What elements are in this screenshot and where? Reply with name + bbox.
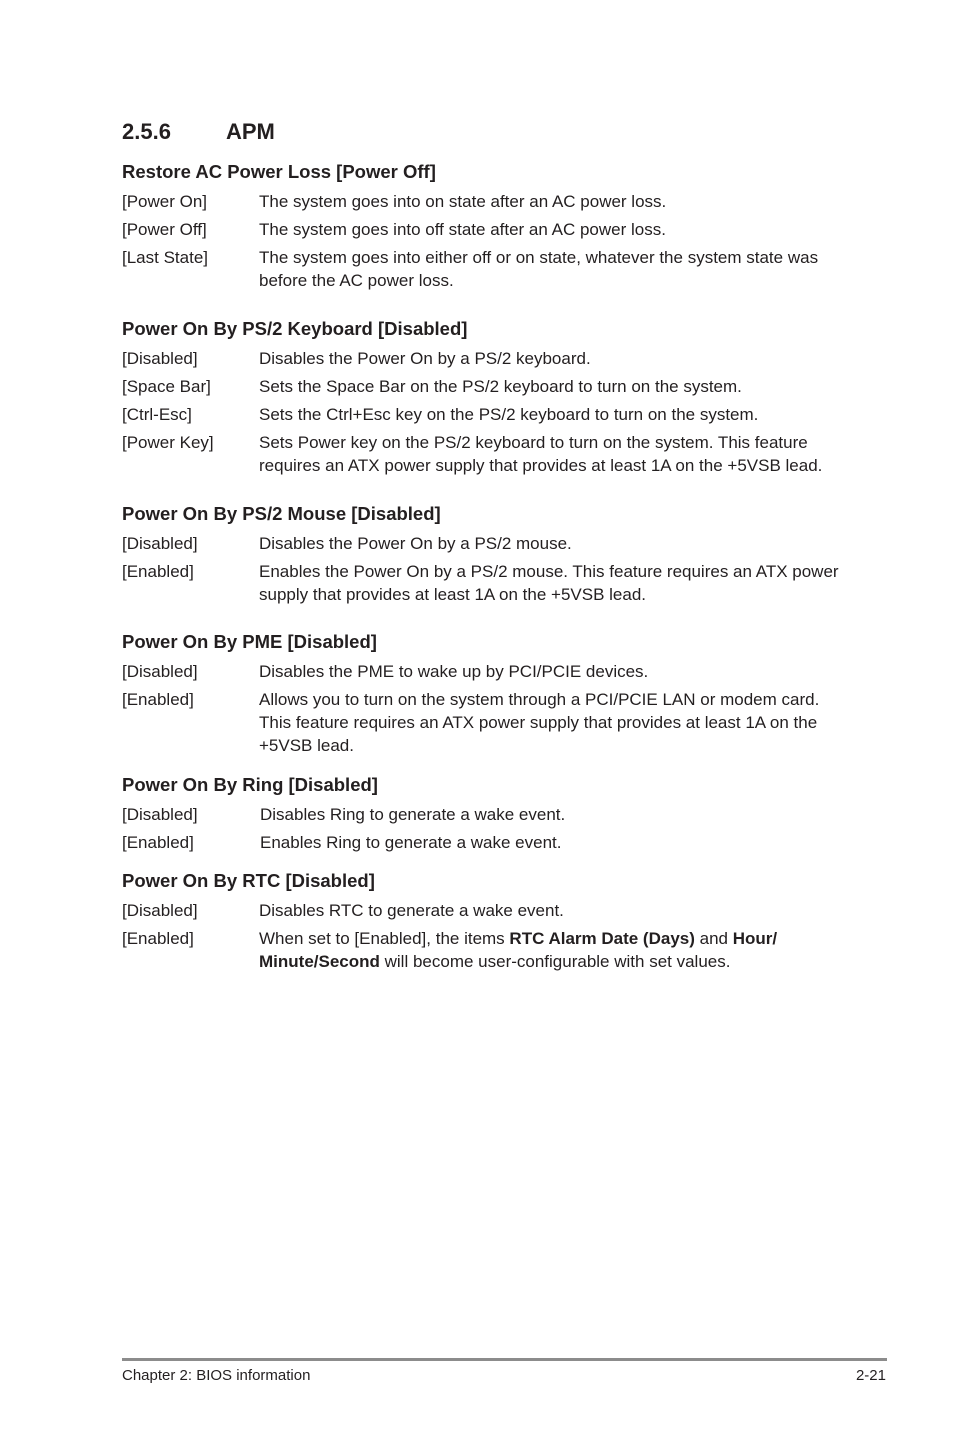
setting-power-on-ring: [122, 773, 842, 859]
setting-title: Power On By PS/2 Mouse [Disabled]: [122, 503, 441, 524]
option-row: [122, 403, 842, 426]
option-description: Disables RTC to generate a wake event.: [259, 901, 564, 920]
option-row: [122, 190, 842, 213]
option-row: [122, 431, 842, 477]
section-heading: [122, 119, 275, 145]
desc-text: will become user-configurable with set values.: [379, 952, 731, 971]
desc-bold-item: Hour/ Minute/Second: [259, 929, 778, 971]
option-description: Disables the Power On by a PS/2 keyboard.: [259, 349, 591, 368]
footer-chapter: Chapter 2: BIOS information: [122, 1367, 311, 1384]
option-row: [122, 347, 842, 370]
footer-page-number: 2-21: [855, 1367, 886, 1384]
option-row: [122, 375, 842, 398]
option-row: [122, 899, 842, 922]
option-key: [Enabled]: [122, 833, 194, 852]
option-description: The system goes into off state after an AC power loss.: [259, 220, 666, 239]
setting-power-on-rtc: [122, 869, 842, 978]
option-key: [Disabled]: [122, 805, 198, 824]
option-description: Disables the PME to wake up by PCI/PCIE devices.: [259, 662, 649, 681]
option-key: [Power Off]: [122, 220, 207, 239]
option-row: [122, 831, 842, 854]
option-row: [122, 218, 842, 241]
option-row: [122, 246, 842, 292]
option-row: [122, 560, 842, 606]
option-description: Disables Ring to generate a wake event.: [260, 805, 566, 824]
option-key: [Disabled]: [122, 534, 198, 553]
desc-text: When set to [Enabled], the items: [259, 929, 510, 948]
section-number: 2.5.6: [122, 119, 171, 144]
option-key: [Last State]: [122, 248, 208, 267]
desc-bold-item: RTC Alarm Date (Days): [509, 929, 695, 948]
setting-title: Power On By Ring [Disabled]: [122, 774, 378, 795]
option-row: [122, 660, 842, 683]
option-description: The system goes into on state after an AC power loss.: [259, 192, 667, 211]
option-key: [Enabled]: [122, 562, 194, 581]
option-row: [122, 803, 842, 826]
option-description: The system goes into either off or on state, whatever the system state was before the AC power loss.: [259, 248, 819, 290]
option-row: [122, 688, 842, 757]
option-key: [Disabled]: [122, 349, 198, 368]
setting-power-on-ps2-mouse: [122, 502, 842, 611]
option-description: Enables the Power On by a PS/2 mouse. This feature requires an ATX power supply that provides at least 1A on the +5VSB lead.: [259, 562, 839, 604]
option-key: [Power On]: [122, 192, 208, 211]
option-description: Allows you to turn on the system through a PCI/PCIE LAN or modem card. This feature requires an ATX power supply that provides at least 1A on the +5VSB lead.: [259, 690, 820, 755]
option-description: Disables the Power On by a PS/2 mouse.: [259, 534, 572, 553]
option-description: Sets the Ctrl+Esc key on the PS/2 keyboard to turn on the system.: [259, 405, 759, 424]
setting-power-on-ps2-keyboard: [122, 317, 842, 482]
option-description: Sets the Space Bar on the PS/2 keyboard to turn on the system.: [259, 377, 742, 396]
section-title: APM: [226, 119, 275, 144]
option-key: [Enabled]: [122, 929, 194, 948]
footer-divider: [122, 1358, 887, 1361]
option-key: [Disabled]: [122, 901, 198, 920]
option-key: [Power Key]: [122, 433, 214, 452]
option-description: [259, 927, 842, 973]
option-key: [Space Bar]: [122, 377, 211, 396]
desc-text: and: [694, 929, 733, 948]
option-row: [122, 927, 842, 973]
setting-power-on-pme: [122, 630, 842, 762]
option-key: [Disabled]: [122, 662, 198, 681]
option-description: Sets Power key on the PS/2 keyboard to turn on the system. This feature requires an ATX power supply that provides at least 1A on the +5VSB lead.: [259, 433, 823, 475]
option-description: Enables Ring to generate a wake event.: [260, 833, 562, 852]
setting-title: Restore AC Power Loss [Power Off]: [122, 161, 436, 182]
option-row: [122, 532, 842, 555]
option-key: [Ctrl-Esc]: [122, 405, 192, 424]
setting-title: Power On By RTC [Disabled]: [122, 870, 375, 891]
setting-title: Power On By PME [Disabled]: [122, 631, 377, 652]
setting-restore-ac-power-loss: [122, 160, 842, 297]
option-key: [Enabled]: [122, 690, 194, 709]
setting-title: Power On By PS/2 Keyboard [Disabled]: [122, 318, 468, 339]
